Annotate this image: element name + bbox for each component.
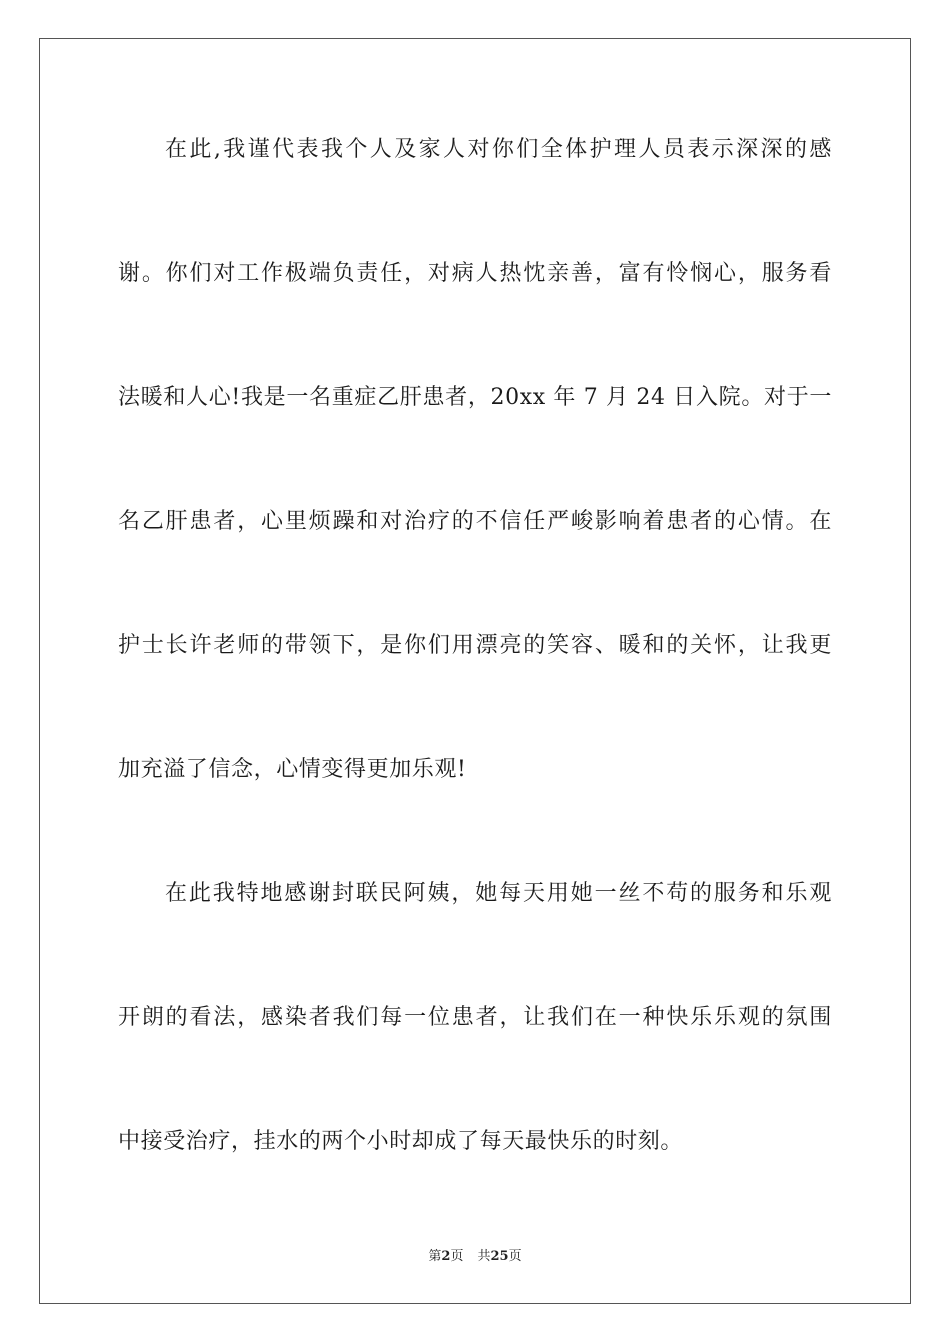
text-line: 中接受治疗，挂水的两个小时却成了每天最快乐的时刻。 (118, 1129, 684, 1154)
text-line: 名乙肝患者，心里烦躁和对治疗的不信任严峻影响着患者的心情。在 (118, 509, 832, 534)
text-line: 开朗的看法，感染者我们每一位患者，让我们在一种快乐乐观的氛围 (118, 1005, 832, 1030)
total-unit: 页 (508, 1249, 522, 1264)
text-line: 谢。你们对工作极端负责任，对病人热忱亲善，富有怜悯心，服务看 (118, 261, 832, 286)
page-unit: 页 (450, 1249, 464, 1264)
page-current: 2 (441, 1249, 451, 1264)
text-line: 护士长许老师的带领下，是你们用漂亮的笑容、暖和的关怀，让我更 (118, 633, 832, 658)
text-line: 法暖和人心!我是一名重症乙肝患者，20xx 年 7 月 24 日入院。对于一 (118, 385, 832, 410)
text-line: 加充溢了信念，心情变得更加乐观! (118, 757, 467, 782)
page-total: 25 (490, 1249, 509, 1264)
text-line: 在此,我谨代表我个人及家人对你们全体护理人员表示深深的感 (165, 137, 832, 162)
page-border (39, 38, 911, 1304)
text-line: 在此我特地感谢封联民阿姨，她每天用她一丝不苟的服务和乐观 (165, 881, 832, 906)
page-footer (0, 1248, 950, 1266)
total-prefix: 共 (477, 1249, 491, 1264)
page-prefix: 第 (428, 1249, 442, 1264)
